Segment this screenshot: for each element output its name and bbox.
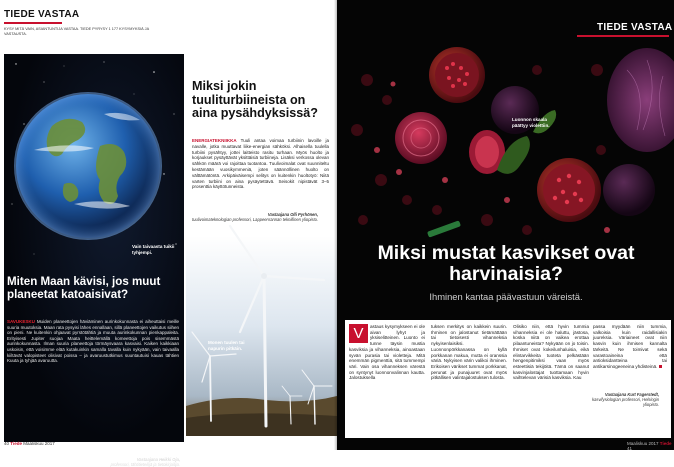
planets-body-text: Muiden planeettojen häviäminen aurinkokunnasta ei aiheuttaisi meille suuria muutoksia. Maan rata pysyisi lähes ennallaan, sillä planeettojen vaikutus siihen on pieni. Ne kuitenkin ohjaavat pyrstötähtiä ja muuta aurinkokunnan pienkappaleita. Erityisesti Jupiter suojaa Maata heittelemällä komeettoja pois sisemmästä aurinkokunnasta. Ilman suuria planeettoja törmäysvaara kasvaisi. Kaiken kaikkiaan uskoisin, että voisimme elää kutakuinkin samalla tavalla kuin nykyään, vain taivaalla kiiltävät valopisteet olisivat poissa – ja avaruustutkimus suuntautuisi kauas tähtien Kuuta ja tyhjää avaruutta. [7,319,179,364]
section-rule [4,22,62,24]
right-page-number: 41 [627,446,633,451]
wind-turbine-photo [186,236,337,436]
article-signature-role: kasvifysiologian professori, Helsingin yliopisto. [592,397,659,407]
section-rule-right [577,35,669,37]
planets-signature-role: professori, tähtitieteilijä ja tietokirjailija. [110,462,180,467]
turbine-signature-role: tuulivoimateknologian professori, Lappeenrannan teknillinen yliopisto. [192,217,318,222]
section-header: TIEDE VASTAA [4,9,80,20]
article-column-2: tuksen merkitys on kaikkein suurin. Ihminen on jalostanut tietämättään tai tietoisesti vihanneksia nykyisenlaisiksi. Luonnonpörkkanassa on kyllä porkkanan makua, mutta ei oranssia väriä. Nykyisen värin valikoi ihminen. Erikoisen värikset tummat porkkanat, perunat ja punajuuret ovat myös pitkällisen valintajalostuksen tulosta. [431,324,507,381]
right-page [337,0,674,450]
earth-caption: Vain taivaasta tuikii tyhjempi. [132,244,175,255]
left-footer-date: Maaliskuu 2017 [23,441,55,446]
turbine-signature-name: Vastaajana Olli Pyrhönen, [267,212,318,217]
turbine-body-text: Tuuli antaa voimaa turbiinin lavoille ja navalle, jotka muuttavat liike-energian sähköksi. Alhaisella tuulella turbiini pysähtyy, jottei laitteisto rasitu turhaan. Myös huolto ja korjaukset pysäyttävät yksittäisiä turbiineja. Lisäksi verkossa olevan sähkön määrä voi rajoittaa tuotantoa. Tuulivoimalat ovat suunniteltu kestämään vuosikymmeniä, joten säännöllinen huolto on välttämätöntä. Arkipäiväisempi selitys on kuitenkin huoltotyö: Niitä varten turbiini on aina pysäytettävä. Seisokit nipistävät 3–5 prosenttia käyttötunneista. [192,138,330,190]
wind-turbine-illustration [186,236,337,436]
planets-signature [7,457,180,467]
page-gutter [334,0,340,450]
article-headline: Miksi mustat kasvikset ovat harvinaisia? [377,242,635,285]
turbine-photo-caption: Monen tuulen tai napurin pitkäin. [208,340,245,351]
article-column-3: Olisiko niin, että hyvin tummia vihanneksia ei ole haluttu, jästosa, koska niitä on vaikea erottaa pilaantuneista? Nykyään on jo toisin. Ihmiset ovat kokeilunhaluisia, eikä elintarvikkeita tuoteta pelkästään hengenpitimiksi vaan myös esteettisiä tekijöitä. Tämä on saanut kasvinjalostajat tuottamaan hyvin vaihtelevan värisiä kasviksia. Kau [513,324,589,381]
vegetable-photo-caption: Luonnon skaala päättyy violettiin. [512,117,550,128]
turbine-headline: Miksi jokin tuuliturbiineista on aina pysähdyksissä? [192,79,319,121]
turbine-signature [192,212,318,222]
article-signature [587,392,659,407]
article-column-1 [349,324,425,381]
left-footer-brand: Tiede [10,441,22,446]
right-footer-date: Maaliskuu 2017 [627,441,659,446]
article-column-1-text: astaus kysymykseen ei ole aivan lyhyt ja yksiselitteinen. Luonto ei tunne täysin mustia kasviksia ja vihanneksia, ainoastaan syvän purasia tai violetteja. Mitä enemmän pigmenttiä, sitä tummempi väri. Vain osa vihanneksen värestä on syntynyt luonnonvalinnan kautta. Jalostuksella [349,324,425,381]
drop-cap: V [349,324,368,343]
section-subhead: KYSY MITÄ VAIN, ASIANTUNTIJA VASTAA. TIEDE PYRYSY 1 177 KYSYMYKSIÄ JA VASTAUSTA. [4,27,149,36]
right-footer [627,441,674,451]
article-signature-name: Vastaajana Kurt Fagerstedt, [605,392,659,397]
dark-vegetables-photo [337,40,674,250]
planets-headline: Miten Maan kävisi, jos muut planeetat katoaisivat? [7,275,161,301]
article-body [345,320,671,438]
end-mark-icon [659,365,662,368]
left-footer [4,441,55,446]
article-column-4 [593,324,667,370]
planets-lead: SAVUKESKU [7,319,35,324]
left-page-number: 40 [4,441,10,446]
right-footer-brand: Tiede [659,441,672,446]
turbine-lead: ENERGIATEKNIIKKA [192,138,237,143]
planets-signature-name: Vastaajana Heikki Oja, [136,457,180,462]
planets-body [7,319,179,364]
article-subtitle: Ihminen kantaa päävastuun väreistä. [429,291,583,302]
turbine-body [192,138,329,190]
article-column-4-text: passa myydään niin tummia, valkoisia kuin raidallisiakin juureksia. Väriaineet ovat niin kasvin kuin ihmisen kannalta tärkeitä. Ne toimivat sekä varastoaineina että antioksidantteina tai antikarsinogeeneina yhdisteinä. [593,324,667,369]
section-header-right: TIEDE VASTAA [597,22,673,33]
